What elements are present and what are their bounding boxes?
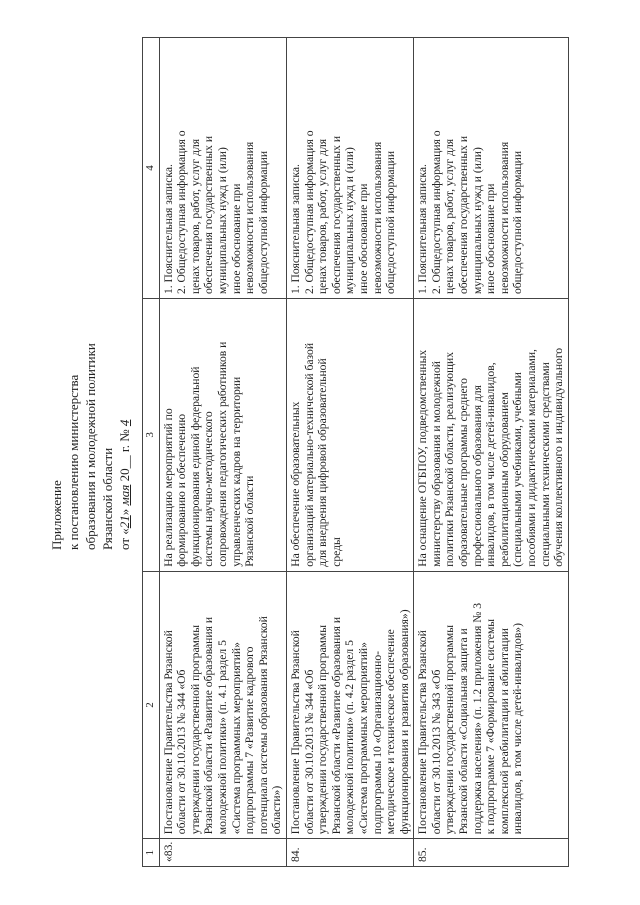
table-body — [159, 38, 568, 867]
cell-text-line: 1. Пояснительная записка. — [288, 164, 302, 295]
date-year: 20__ г. № — [117, 429, 132, 482]
column-header: 2 — [143, 571, 160, 838]
cell-text-line: 2. Общедоступная информация о — [302, 130, 316, 295]
header-line-3: образования и молодежной политики — [83, 343, 98, 550]
documents-cell — [414, 38, 569, 299]
cell-text-line: утверждении государственной программы — [188, 624, 202, 835]
cell-text-line: профессионального образования для — [470, 384, 484, 567]
cell-text-line: невозможности использования — [497, 141, 511, 295]
cell-text-line: функционирования и развития образования») — [397, 609, 411, 835]
cell-text-line: формированию и обеспечению — [175, 413, 189, 567]
table-row — [159, 38, 286, 867]
cell-text-line: утверждении государственной программы — [316, 624, 330, 835]
cell-text-line: Постановление Правительства Рязанской — [288, 630, 302, 835]
cell-text-line: к подпрограмме 7 «Формирование системы — [484, 618, 498, 835]
cell-text-line: пособиями и дидактическими материалами, — [525, 349, 539, 567]
cell-text-line: обеспечения государственных и — [202, 135, 216, 295]
column-header: 4 — [143, 38, 160, 299]
table-header-row — [143, 38, 160, 867]
header-line-1: Приложение — [49, 480, 64, 550]
cell-text-line: методическое и техническое обеспечение — [384, 629, 398, 835]
cell-text-line: Рязанской области «Развитие образования и — [202, 616, 216, 835]
appendix-header — [48, 220, 133, 550]
legal-basis-cell — [286, 571, 413, 838]
cell-text-line: общедоступной информации — [256, 150, 270, 295]
table-row — [286, 38, 413, 867]
legal-basis-cell — [414, 571, 569, 838]
cell-text-line: поддержка населения» (п. 1.2 приложения № 3 — [470, 602, 484, 835]
cell-text-line: утверждении государственной программы — [443, 624, 457, 835]
row-number: «83. — [159, 839, 286, 867]
cell-text-line: общедоступной информации — [511, 150, 525, 295]
cell-text-line: инвалидов, в том числе детей-инвалидов, — [484, 362, 498, 567]
cell-text-line: ценах товаров, работ, услуг для — [188, 138, 202, 295]
cell-text-line: иное обоснование при — [484, 183, 498, 295]
cell-text-line: иное обоснование при — [229, 183, 243, 295]
cell-text-line: «Система программных мероприятий» — [356, 642, 370, 835]
cell-text-line: невозможности использования — [243, 141, 257, 295]
cell-text-line: молодежной политики» (п. 4.2 раздел 5 — [343, 640, 357, 835]
cell-text-line: 1. Пояснительная записка. — [161, 164, 175, 295]
cell-text-line: обеспечения государственных и — [329, 135, 343, 295]
cell-text-line: ценах товаров, работ, услуг для — [316, 138, 330, 295]
cell-text-line: политики Рязанской области, реализующих — [443, 351, 457, 567]
cell-text-line: реабилитационным оборудованием — [497, 392, 511, 567]
date-number: 4 — [117, 419, 132, 427]
cell-text-line: подпрограммы 7 «Развитие кадрового — [243, 646, 257, 835]
cell-text-line: для внедрения цифровой образовательной — [316, 358, 330, 567]
cell-text-line: муниципальных нужд и (или) — [215, 147, 229, 295]
cell-text-line: специальными техническими средствами — [538, 362, 552, 567]
cell-text-line: (специальными учебниками, учебными — [511, 372, 525, 567]
purpose-cell — [414, 299, 569, 572]
cell-text-line: муниципальных нужд и (или) — [343, 147, 357, 295]
cell-text-line: иное обоснование при — [356, 183, 370, 295]
cell-text-line: области от 30.10.2013 № 344 «Об — [175, 669, 189, 835]
purpose-cell — [159, 299, 286, 572]
cell-text-line: 1. Пояснительная записка. — [416, 164, 430, 295]
documents-cell — [286, 38, 413, 299]
cell-text-line: системы научно-методического — [202, 411, 216, 567]
column-header: 3 — [143, 299, 160, 572]
cell-text-line: сопровождения педагогических работников и — [215, 341, 229, 567]
header-date-line — [116, 220, 133, 550]
date-day: 21 — [117, 515, 132, 529]
cell-text-line: Постановление Правительства Рязанской — [161, 630, 175, 835]
header-line-2: к постановлению министерства — [66, 374, 81, 550]
cell-text-line: организаций материально-технической базой — [302, 342, 316, 567]
row-number: 84. — [286, 839, 413, 867]
cell-text-line: На обеспечение образовательных — [288, 401, 302, 567]
cell-text-line: инвалидов, в том числе детей-инвалидов») — [511, 623, 525, 835]
date-mid: » — [117, 508, 132, 516]
cell-text-line: обучения коллективного и индивидуального — [552, 347, 566, 567]
cell-text-line: общедоступной информации — [384, 150, 398, 295]
cell-text-line: подпрограммы 10 «Организационно- — [370, 651, 384, 835]
cell-text-line: молодежной политики» (п. 4.1 раздел 5 — [215, 640, 229, 835]
cell-text-line: потенциала системы образования Рязанской — [256, 616, 270, 835]
cell-text-line: «Система программных мероприятий» — [229, 642, 243, 835]
cell-text-line: Рязанской области «Социальная защита и — [457, 628, 471, 835]
cell-text-line: На реализацию мероприятий по — [161, 408, 175, 567]
date-prefix: от « — [117, 528, 132, 550]
date-month: мая — [117, 484, 132, 506]
cell-text-line: 2. Общедоступная информация о — [429, 130, 443, 295]
cell-text-line: области от 30.10.2013 № 343 «Об — [429, 669, 443, 835]
cell-text-line: невозможности использования — [370, 141, 384, 295]
cell-text-line: Постановление Правительства Рязанской — [416, 630, 430, 835]
documents-cell — [159, 38, 286, 299]
cell-text-line: министерству образования и молодежной — [429, 361, 443, 567]
row-number: 85. — [414, 839, 569, 867]
purpose-cell — [286, 299, 413, 572]
cell-text-line: ценах товаров, работ, услуг для — [443, 138, 457, 295]
cell-text-line: обеспечения государственных и — [457, 135, 471, 295]
cell-text-line: области») — [270, 785, 284, 835]
cell-text-line: управленческих кадров на территории — [229, 376, 243, 567]
cell-text-line: На оснащение ОГБПОУ, подведомственных — [416, 349, 430, 567]
cell-text-line: среды — [329, 537, 343, 567]
cell-text-line: функционирования единой федеральной — [188, 366, 202, 567]
cell-text-line: образовательные программы среднего — [457, 378, 471, 567]
cell-text-line: 2. Общедоступная информация о — [175, 130, 189, 295]
column-header: 1 — [143, 839, 160, 867]
decree-table — [142, 37, 569, 867]
cell-text-line: Рязанской области «Развитие образования и — [329, 616, 343, 835]
cell-text-line: Рязанской области — [243, 475, 257, 567]
legal-basis-cell — [159, 571, 286, 838]
cell-text-line: муниципальных нужд и (или) — [470, 147, 484, 295]
cell-text-line: области от 30.10.2013 № 344 «Об — [302, 669, 316, 835]
cell-text-line: комплексной реабилитации и абилитации — [497, 628, 511, 835]
table-row — [414, 38, 569, 867]
header-line-4: Рязанской области — [100, 447, 115, 550]
